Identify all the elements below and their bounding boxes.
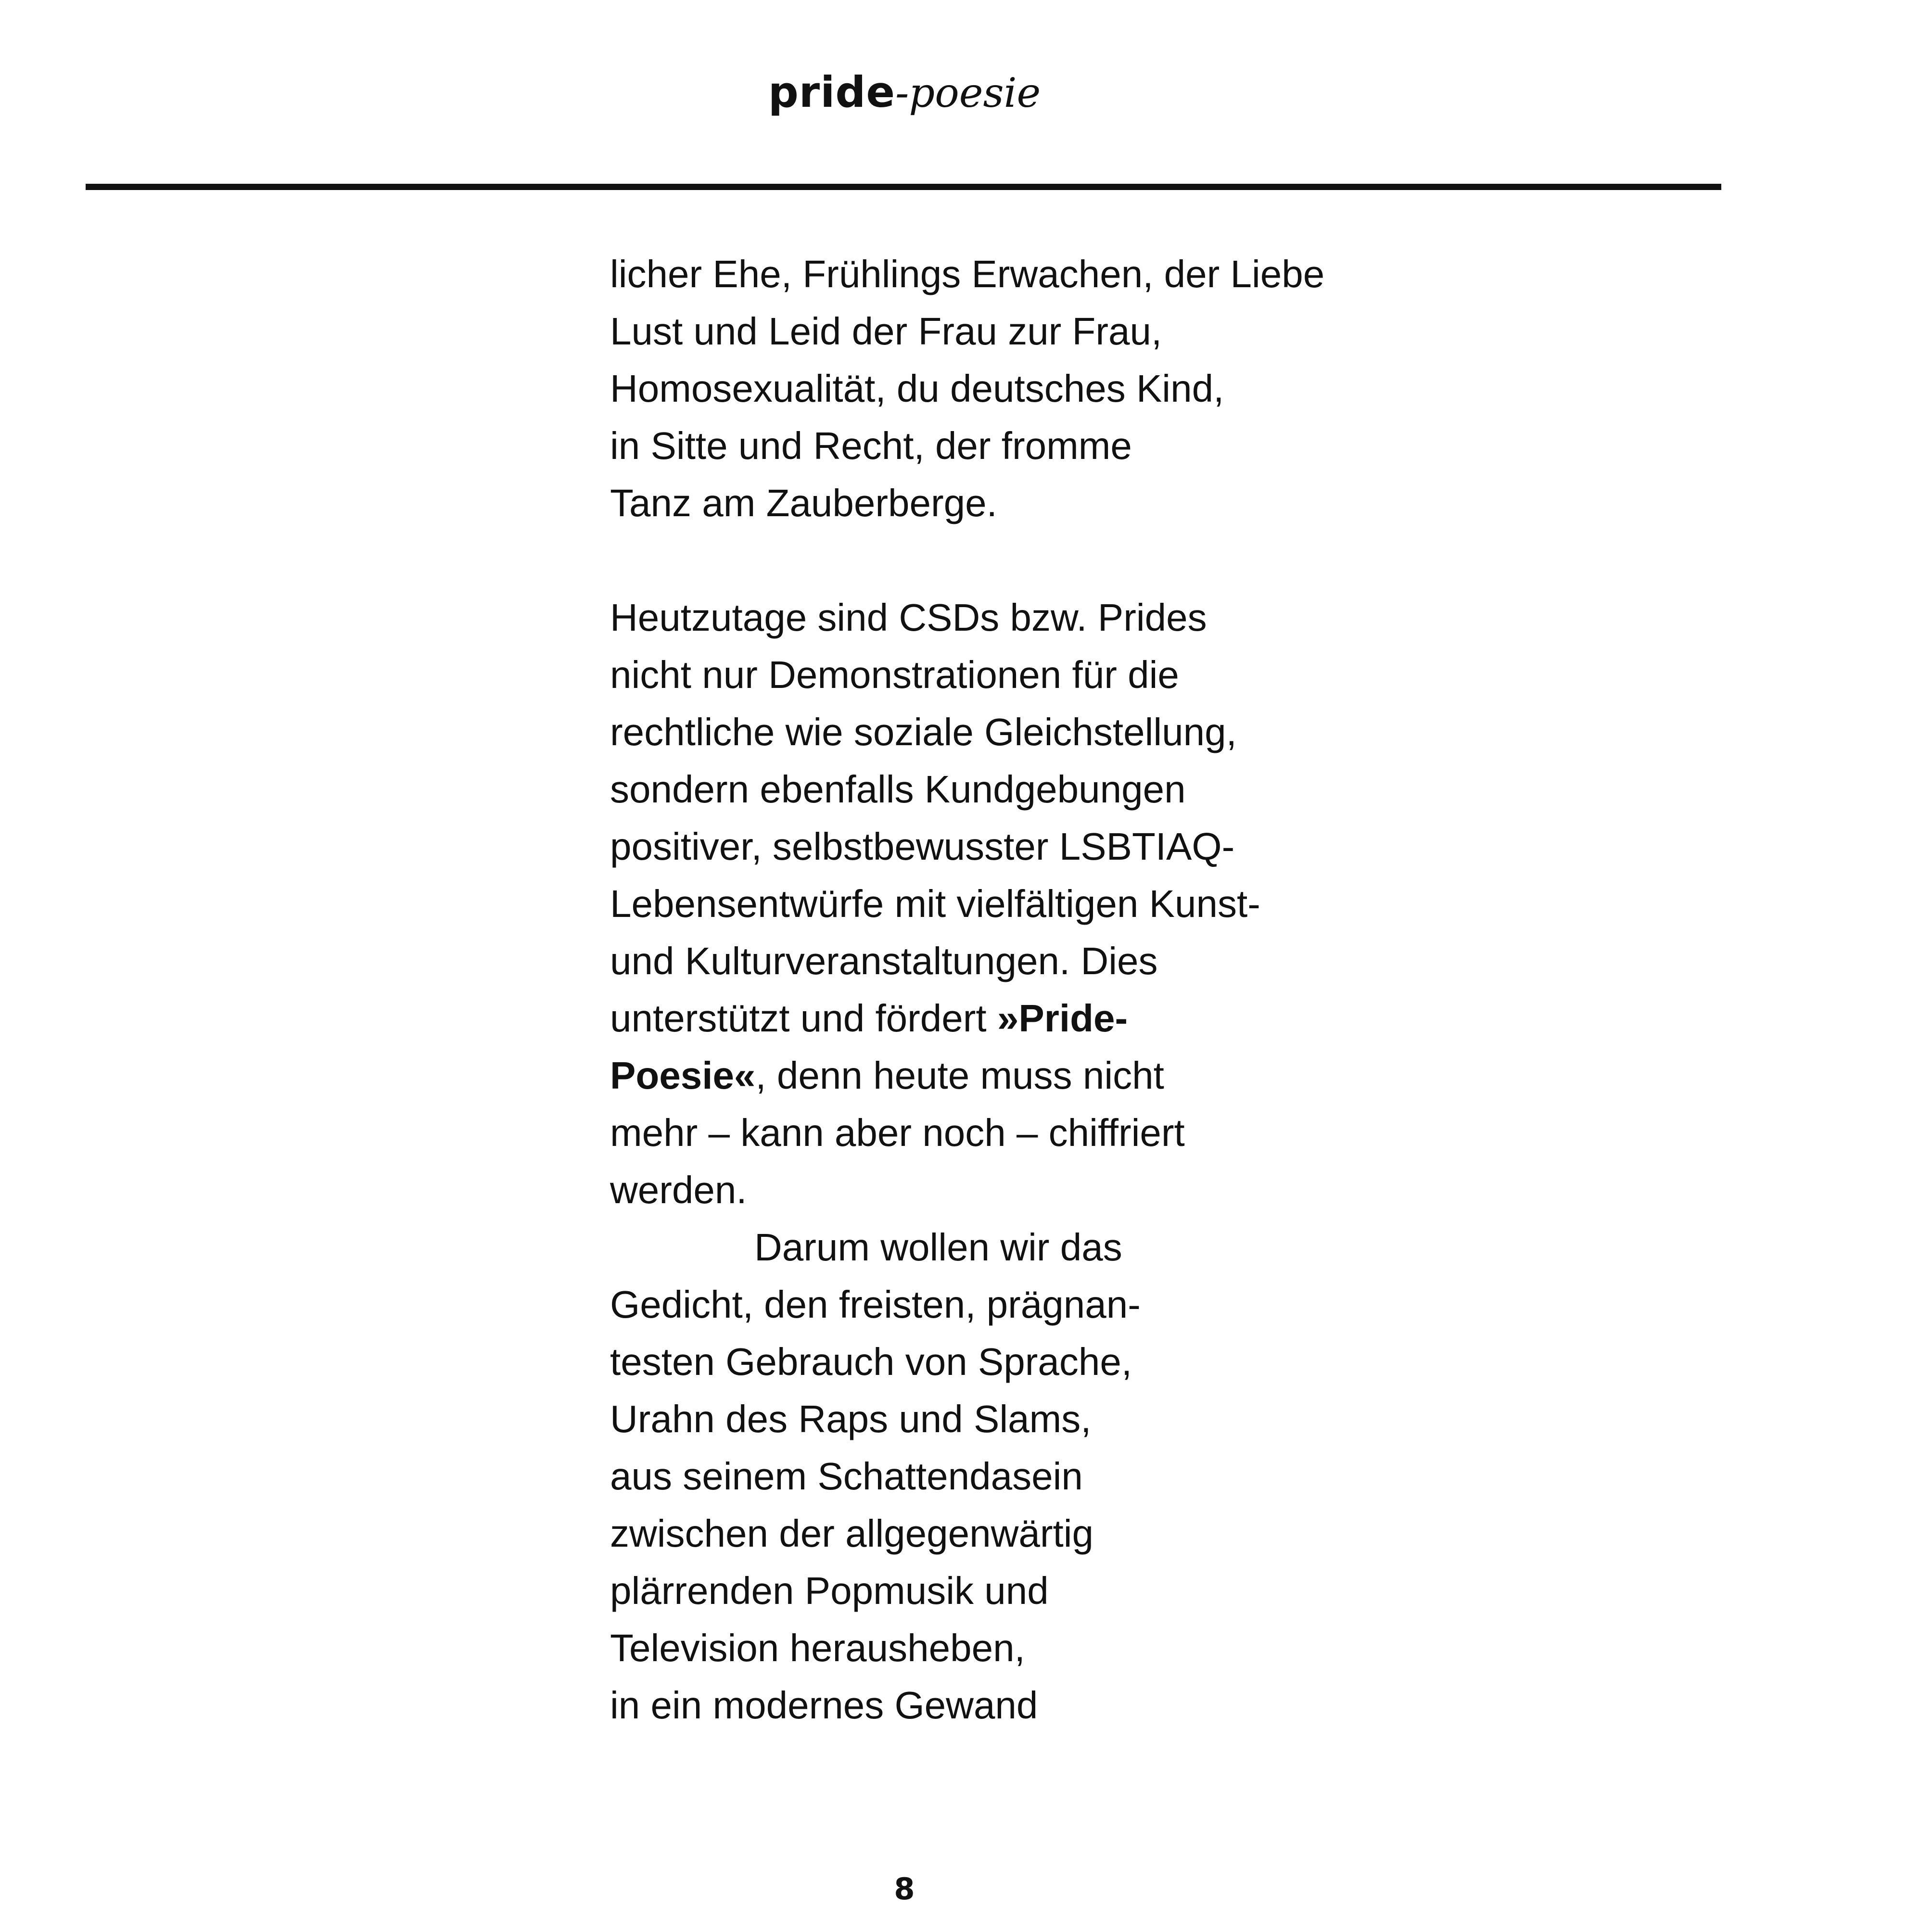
- text-line: mehr – kann aber noch – chiffriert: [610, 1111, 1185, 1154]
- text-line: aus seinem Schattendasein: [610, 1455, 1083, 1498]
- text-line: zwischen der allgegenwärtig: [610, 1512, 1093, 1555]
- text-line: nicht nur Demonstrationen für die: [610, 653, 1179, 696]
- text-line: werden.: [610, 1169, 747, 1211]
- text-line: Television herausheben,: [610, 1627, 1025, 1669]
- text-line: sondern ebenfalls Kundgebungen: [610, 768, 1186, 811]
- page-number: 8: [894, 1871, 915, 1907]
- text-line: plärrenden Popmusik und: [610, 1569, 1049, 1612]
- text-line: Homosexualität, du deutsches Kind,: [610, 367, 1224, 410]
- text-line: positiver, selbstbewusster LSBTIAQ-: [610, 825, 1235, 868]
- text-line: in ein modernes Gewand: [610, 1684, 1038, 1727]
- text-line: Lust und Leid der Frau zur Frau,: [610, 310, 1162, 353]
- text-line: Gedicht, den freisten, prägnan-: [610, 1283, 1141, 1326]
- text-line: Heutzutage sind CSDs bzw. Prides: [610, 596, 1207, 639]
- body-text: [610, 245, 1428, 1734]
- text-line: licher Ehe, Frühlings Erwachen, der Liebe: [610, 253, 1325, 295]
- page-header-title: [0, 67, 1809, 117]
- header-title-bold: pride: [768, 67, 896, 117]
- text-line-indented: Darum wollen wir das: [754, 1226, 1122, 1269]
- text-line: Tanz am Zauberberge.: [610, 482, 997, 524]
- text-line: testen Gebrauch von Sprache,: [610, 1340, 1132, 1383]
- pride-poesie-emphasis-start: »Pride-: [997, 997, 1128, 1040]
- text-line: rechtliche wie soziale Gleichstellung,: [610, 711, 1237, 753]
- text-line: Urahn des Raps und Slams,: [610, 1398, 1092, 1440]
- text-line: in Sitte und Recht, der fromme: [610, 424, 1132, 467]
- pride-poesie-emphasis-end: Poesie«: [610, 1054, 756, 1097]
- text-line: und Kulturveranstaltungen. Dies: [610, 940, 1158, 982]
- stanza-gap: [610, 532, 1428, 589]
- header-title-script: -poesie: [895, 69, 1041, 116]
- text-line: Lebensentwürfe mit vielfältigen Kunst-: [610, 882, 1260, 925]
- text-line-unterstuetzt: [610, 990, 1428, 1047]
- text-fragment: , denn heute muss nicht: [755, 1054, 1164, 1097]
- text-fragment: unterstützt und fördert: [610, 997, 997, 1040]
- text-line-poesie: [610, 1047, 1428, 1104]
- header-divider: [86, 184, 1721, 190]
